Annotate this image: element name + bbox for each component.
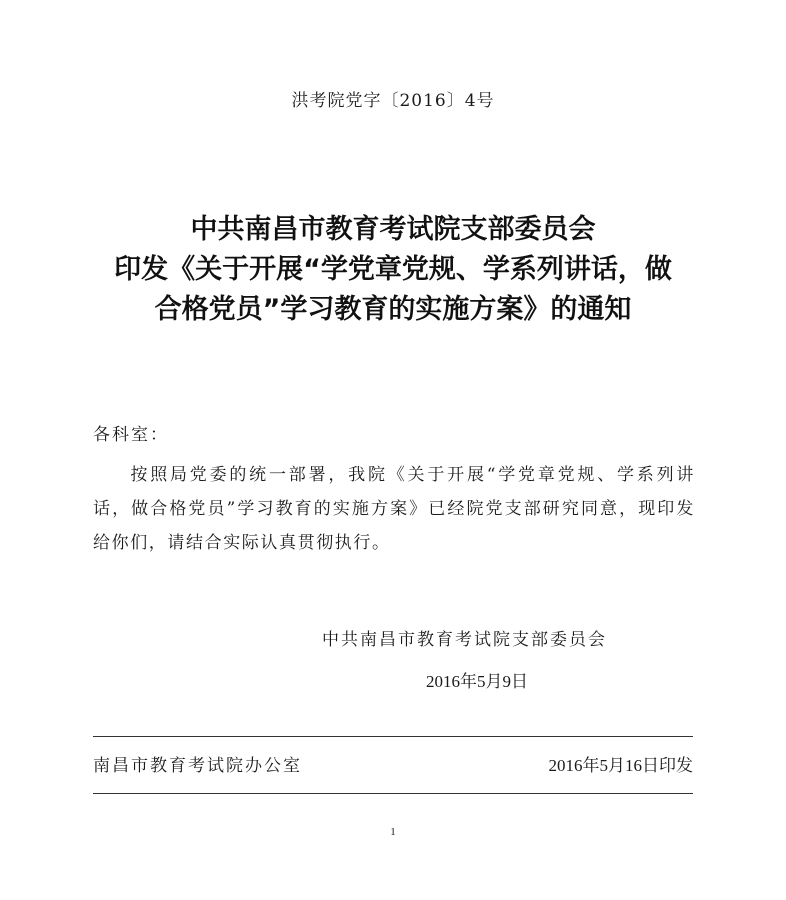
title-line-1: 中共南昌市教育考试院支部委员会: [190, 214, 596, 245]
title-line-3: 合格党员”学习教育的实施方案》的通知: [154, 294, 632, 325]
signature-date: 2016年5月9日: [426, 672, 528, 691]
footer-top-rule: [93, 736, 693, 737]
footer-print-date: 2016年5月16日印发: [548, 756, 693, 775]
signature-organization: 中共南昌市教育考试院支部委员会: [322, 630, 607, 650]
page-number: 1: [390, 826, 396, 838]
footer-bottom-rule: [93, 793, 693, 794]
document-title: [60, 210, 726, 330]
document-number: 洪考院党字〔2016〕4号: [291, 91, 495, 111]
body-paragraph: 按照局党委的统一部署，我院《关于开展“学党章党规、学系列讲话，做合格党员”学习教育的实施方案》已经院党支部研究同意，现印发给你们，请结合实际认真贯彻执行。: [93, 465, 695, 553]
footer-issuer: 南昌市教育考试院办公室: [93, 756, 302, 776]
title-line-2: 印发《关于开展“学党章党规、学系列讲话，做: [114, 254, 672, 285]
salutation: 各科室：: [93, 425, 169, 445]
